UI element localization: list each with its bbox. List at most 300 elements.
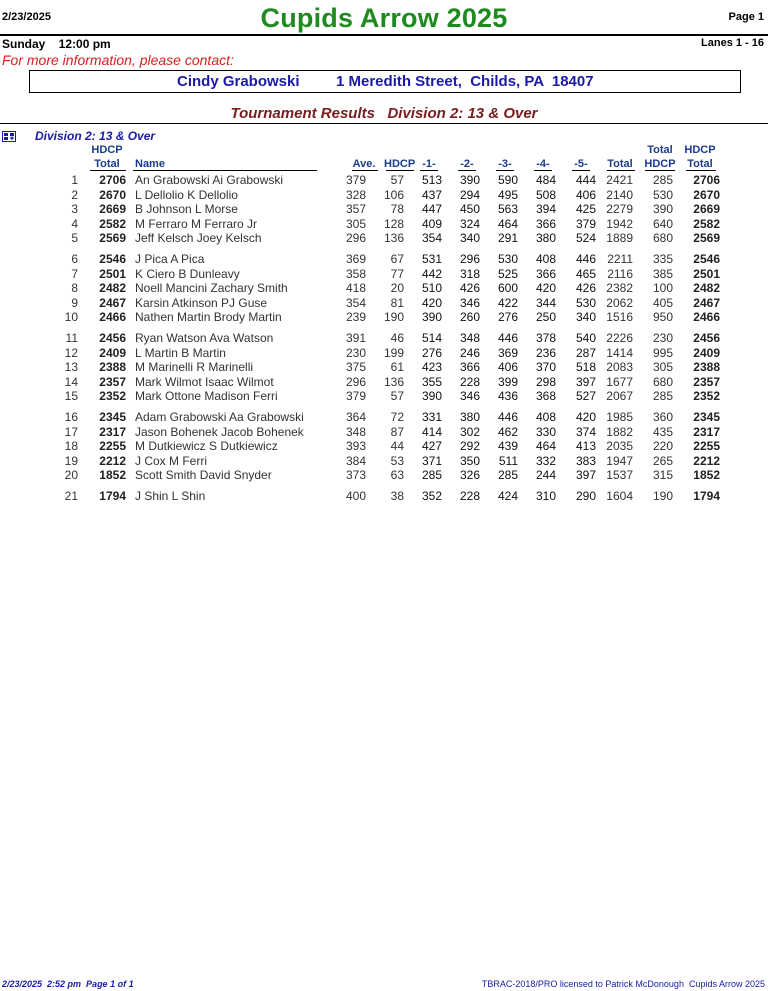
cell-game-1: 355 (421, 374, 442, 389)
table-row (0, 360, 768, 374)
cell-hdcp-total: 1852 (99, 468, 126, 483)
col-hdcp-total-top: HDCP (91, 144, 123, 156)
col-final-top: HDCP (684, 144, 716, 156)
cell-scratch-total: 2116 (607, 266, 633, 281)
cell-game-4: 368 (535, 389, 556, 404)
cell-handicap: 44 (390, 439, 404, 454)
underline-g4 (534, 170, 552, 171)
cell-final-total: 2352 (693, 389, 720, 404)
cell-average: 364 (345, 410, 366, 424)
cell-scratch-total: 1889 (606, 231, 633, 246)
cell-total-handicap: 305 (652, 360, 673, 375)
cell-bowler-name: Jeff Kelsch Joey Kelsch (135, 231, 262, 246)
cell-game-1: 531 (421, 252, 442, 266)
cell-game-4: 344 (535, 295, 556, 310)
cell-place: 17 (64, 424, 78, 439)
cell-place: 21 (64, 489, 78, 503)
cell-game-1: 390 (421, 310, 442, 325)
cell-average: 373 (345, 468, 366, 483)
cell-average: 369 (345, 252, 366, 266)
col-total-hdcp-top: Total (647, 144, 673, 156)
cell-handicap: 57 (390, 389, 404, 404)
cell-average: 391 (345, 331, 366, 345)
cell-average: 296 (345, 374, 366, 389)
table-row (0, 310, 768, 324)
cell-place: 10 (64, 310, 78, 325)
col-total: Total (607, 158, 633, 170)
cell-final-total: 2546 (693, 252, 720, 266)
cell-hdcp-total: 2212 (99, 453, 126, 468)
cell-final-total: 2569 (693, 231, 720, 246)
cell-hdcp-total: 2466 (99, 310, 126, 325)
cell-place: 8 (71, 281, 78, 296)
col-hdcp: HDCP (384, 158, 416, 170)
cell-handicap: 106 (383, 187, 404, 202)
cell-scratch-total: 2083 (606, 360, 633, 375)
cell-bowler-name: J Shin L Shin (135, 489, 206, 503)
cell-game-2: 292 (459, 439, 480, 454)
cell-place: 9 (71, 295, 78, 310)
cell-game-1: 447 (421, 202, 442, 217)
cell-game-3: 285 (497, 468, 518, 483)
table-row (0, 489, 768, 503)
cell-total-handicap: 680 (652, 374, 673, 389)
cell-handicap: 61 (390, 360, 404, 375)
cell-scratch-total: 1414 (606, 345, 633, 360)
cell-scratch-total: 1882 (606, 424, 633, 439)
lanes-label: Lanes 1 - 16 (701, 37, 764, 49)
cell-bowler-name: Jason Bohenek Jacob Bohenek (135, 424, 304, 439)
table-row (0, 296, 768, 310)
cell-game-2: 380 (459, 410, 480, 424)
cell-scratch-total: 1942 (606, 216, 633, 231)
cell-game-2: 390 (459, 173, 480, 187)
cell-total-handicap: 435 (652, 424, 673, 439)
cell-bowler-name: M Marinelli R Marinelli (135, 360, 254, 375)
cell-handicap: 77 (390, 266, 404, 281)
cell-hdcp-total: 2317 (99, 424, 126, 439)
cell-game-5: 446 (575, 252, 596, 266)
cell-game-4: 464 (535, 439, 556, 454)
cell-game-5: 397 (575, 374, 596, 389)
cell-hdcp-total: 2582 (99, 216, 126, 231)
cell-game-5: 374 (575, 424, 596, 439)
cell-hdcp-total: 2456 (99, 331, 126, 345)
cell-scratch-total: 2062 (606, 295, 633, 310)
underline-name (133, 170, 317, 171)
cell-handicap: 20 (390, 281, 404, 296)
cell-game-4: 250 (535, 310, 556, 325)
cell-scratch-total: 2035 (606, 439, 633, 454)
table-row (0, 217, 768, 231)
page-number: Page 1 (728, 11, 764, 23)
table-row (0, 202, 768, 216)
cell-final-total: 2212 (693, 453, 720, 468)
day-time-text: Sunday 12:00 pm (2, 37, 111, 51)
cell-hdcp-total: 1794 (99, 489, 126, 503)
cell-game-4: 370 (535, 360, 556, 375)
cell-average: 328 (345, 187, 366, 202)
cell-game-1: 427 (421, 439, 442, 454)
cell-game-1: 354 (421, 231, 442, 246)
cell-game-3: 291 (497, 231, 518, 246)
cell-game-3: 525 (497, 266, 518, 281)
cell-game-4: 244 (535, 468, 556, 483)
cell-hdcp-total: 2669 (99, 202, 126, 217)
col-game-2: -2- (460, 158, 474, 170)
underline-g3 (496, 170, 514, 171)
results-subtitle (0, 105, 768, 122)
cell-handicap: 63 (390, 468, 404, 483)
division-label: Division 2: 13 & Over (35, 129, 156, 143)
cell-hdcp-total: 2352 (99, 389, 126, 404)
cell-average: 354 (345, 295, 366, 310)
underline-total (607, 170, 635, 171)
cell-hdcp-total: 2569 (99, 231, 126, 246)
table-row (0, 454, 768, 468)
underline-ave (352, 170, 378, 171)
page-title: Cupids Arrow 2025 (260, 3, 508, 33)
col-game-1: -1- (422, 158, 436, 170)
report-date: 2/23/2025 (2, 11, 51, 23)
cell-bowler-name: J Pica A Pica (135, 252, 205, 266)
cell-total-handicap: 680 (652, 231, 673, 246)
cell-scratch-total: 2067 (606, 389, 633, 404)
cell-total-handicap: 265 (652, 453, 673, 468)
cell-game-3: 422 (497, 295, 518, 310)
cell-average: 239 (345, 310, 366, 325)
cell-total-handicap: 190 (652, 489, 673, 503)
cell-scratch-total: 2226 (606, 331, 633, 345)
cell-game-1: 437 (421, 187, 442, 202)
table-row (0, 267, 768, 281)
cell-handicap: 72 (390, 410, 404, 424)
cell-game-5: 383 (575, 453, 596, 468)
cell-game-3: 369 (497, 345, 518, 360)
cell-final-total: 2456 (693, 331, 720, 345)
cell-handicap: 57 (390, 173, 404, 187)
cell-average: 393 (345, 439, 366, 454)
col-final-bottom: Total (687, 158, 713, 170)
underline-g5 (572, 170, 590, 171)
cell-scratch-total: 1677 (606, 374, 633, 389)
cell-final-total: 2345 (693, 410, 720, 424)
cell-final-total: 2317 (693, 424, 720, 439)
cell-game-3: 462 (497, 424, 518, 439)
header-divider (0, 34, 768, 36)
cell-hdcp-total: 2501 (99, 266, 126, 281)
cell-bowler-name: M Dutkiewicz S Dutkiewicz (135, 439, 278, 454)
cell-total-handicap: 315 (652, 468, 673, 483)
col-hdcp-total-bottom: Total (94, 158, 120, 170)
cell-game-1: 420 (421, 295, 442, 310)
table-row (0, 346, 768, 360)
col-name: Name (135, 158, 165, 170)
table-row (0, 252, 768, 266)
cell-game-2: 348 (459, 331, 480, 345)
cell-game-1: 285 (421, 468, 442, 483)
table-row (0, 281, 768, 295)
cell-game-4: 508 (535, 187, 556, 202)
cell-place: 18 (64, 439, 78, 454)
cell-game-2: 340 (459, 231, 480, 246)
cell-average: 379 (345, 173, 366, 187)
cell-hdcp-total: 2706 (99, 173, 126, 187)
cell-final-total: 2467 (693, 295, 720, 310)
cell-final-total: 2357 (693, 374, 720, 389)
cell-game-1: 514 (421, 331, 442, 345)
cell-handicap: 128 (383, 216, 404, 231)
cell-handicap: 87 (390, 424, 404, 439)
contact-box (29, 70, 741, 93)
cell-scratch-total: 2211 (607, 252, 633, 266)
cell-game-4: 366 (535, 216, 556, 231)
cell-average: 384 (345, 453, 366, 468)
cell-total-handicap: 335 (652, 252, 673, 266)
cell-game-2: 326 (459, 468, 480, 483)
cell-average: 230 (345, 345, 366, 360)
col-game-5: -5- (574, 158, 588, 170)
cell-game-3: 600 (497, 281, 518, 296)
cell-final-total: 2388 (693, 360, 720, 375)
cell-bowler-name: Karsin Atkinson PJ Guse (135, 295, 268, 310)
table-row (0, 188, 768, 202)
cell-game-1: 513 (421, 173, 442, 187)
cell-scratch-total: 2140 (606, 187, 633, 202)
cell-game-4: 330 (535, 424, 556, 439)
cell-game-5: 527 (575, 389, 596, 404)
cell-place: 15 (64, 389, 78, 404)
cell-hdcp-total: 2388 (99, 360, 126, 375)
col-game-3: -3- (498, 158, 512, 170)
cell-scratch-total: 2421 (606, 173, 633, 187)
cell-game-3: 399 (497, 374, 518, 389)
cell-bowler-name: L Dellolio K Dellolio (135, 187, 238, 202)
cell-bowler-name: Mark Wilmot Isaac Wilmot (135, 374, 274, 389)
cell-total-handicap: 360 (652, 410, 673, 424)
cell-total-handicap: 390 (652, 202, 673, 217)
cell-total-handicap: 385 (652, 266, 673, 281)
cell-game-4: 366 (535, 266, 556, 281)
cell-game-2: 228 (459, 489, 480, 503)
table-row (0, 389, 768, 403)
cell-game-3: 446 (497, 410, 518, 424)
cell-game-2: 350 (459, 453, 480, 468)
cell-game-4: 298 (535, 374, 556, 389)
cell-place: 12 (64, 345, 78, 360)
cell-game-2: 260 (459, 310, 480, 325)
underline-hdcp (386, 170, 414, 171)
cell-game-2: 294 (459, 187, 480, 202)
footer-license (482, 979, 765, 989)
cell-bowler-name: K Ciero B Dunleavy (135, 266, 240, 281)
cell-game-3: 436 (497, 389, 518, 404)
cell-game-5: 530 (575, 295, 596, 310)
cell-place: 5 (71, 231, 78, 246)
table-row (0, 439, 768, 453)
table-row (0, 331, 768, 345)
cell-scratch-total: 1537 (606, 468, 633, 483)
cell-game-1: 276 (421, 345, 442, 360)
cell-hdcp-total: 2409 (99, 345, 126, 360)
cell-total-handicap: 405 (652, 295, 673, 310)
cell-game-2: 246 (459, 345, 480, 360)
cell-game-3: 563 (497, 202, 518, 217)
cell-total-handicap: 285 (652, 389, 673, 404)
cell-game-5: 425 (575, 202, 596, 217)
cell-game-5: 540 (575, 331, 596, 345)
cell-game-2: 426 (459, 281, 480, 296)
cell-average: 418 (345, 281, 366, 296)
cell-place: 14 (64, 374, 78, 389)
cell-game-4: 310 (535, 489, 556, 503)
cell-game-5: 413 (575, 439, 596, 454)
cell-scratch-total: 1604 (606, 489, 633, 503)
cell-game-2: 324 (459, 216, 480, 231)
cell-hdcp-total: 2467 (99, 295, 126, 310)
contact-address: 1 Meredith Street, Childs, PA 18407 (336, 73, 594, 90)
cell-game-3: 446 (497, 331, 518, 345)
cell-game-3: 439 (497, 439, 518, 454)
cell-game-3: 495 (497, 187, 518, 202)
cell-game-3: 424 (497, 489, 518, 503)
cell-game-1: 414 (421, 424, 442, 439)
cell-place: 3 (71, 202, 78, 217)
cell-final-total: 2501 (693, 266, 720, 281)
table-row (0, 425, 768, 439)
cell-total-handicap: 995 (652, 345, 673, 360)
cell-place: 13 (64, 360, 78, 375)
cell-game-2: 302 (459, 424, 480, 439)
cell-game-3: 511 (498, 453, 518, 468)
cell-final-total: 2482 (693, 281, 720, 296)
cell-game-2: 318 (459, 266, 480, 281)
cell-game-1: 352 (421, 489, 442, 503)
cell-average: 379 (345, 389, 366, 404)
cell-game-4: 420 (535, 281, 556, 296)
cell-bowler-name: Adam Grabowski Aa Grabowski (135, 410, 304, 424)
cell-handicap: 78 (390, 202, 404, 217)
cell-place: 6 (71, 252, 78, 266)
cell-game-3: 464 (497, 216, 518, 231)
cell-average: 375 (345, 360, 366, 375)
cell-bowler-name: Scott Smith David Snyder (135, 468, 272, 483)
cell-place: 20 (64, 468, 78, 483)
cell-handicap: 136 (383, 231, 404, 246)
cell-scratch-total: 1947 (606, 453, 633, 468)
cell-final-total: 2255 (693, 439, 720, 454)
cell-hdcp-total: 2670 (99, 187, 126, 202)
cell-final-total: 1852 (693, 468, 720, 483)
cell-bowler-name: Nathen Martin Brody Martin (135, 310, 282, 325)
cell-average: 348 (345, 424, 366, 439)
subtitle-divider (0, 123, 768, 124)
cell-handicap: 136 (383, 374, 404, 389)
cell-handicap: 46 (390, 331, 404, 345)
expand-division-icon[interactable] (2, 129, 16, 140)
table-row (0, 468, 768, 482)
cell-scratch-total: 2279 (606, 202, 633, 217)
cell-game-2: 346 (459, 295, 480, 310)
cell-final-total: 2409 (693, 345, 720, 360)
footer-timestamp (2, 979, 134, 989)
cell-final-total: 2582 (693, 216, 720, 231)
cell-game-2: 450 (459, 202, 480, 217)
cell-game-3: 530 (497, 252, 518, 266)
cell-game-4: 332 (535, 453, 556, 468)
cell-game-1: 409 (421, 216, 442, 231)
cell-average: 358 (345, 266, 366, 281)
cell-average: 296 (345, 231, 366, 246)
cell-game-4: 380 (535, 231, 556, 246)
cell-total-handicap: 100 (652, 281, 673, 296)
cell-final-total: 1794 (693, 489, 720, 503)
cell-bowler-name: Ryan Watson Ava Watson (135, 331, 274, 345)
cell-total-handicap: 230 (652, 331, 673, 345)
cell-game-2: 296 (459, 252, 480, 266)
table-row (0, 231, 768, 245)
cell-game-4: 408 (535, 252, 556, 266)
cell-game-5: 379 (575, 216, 596, 231)
cell-game-5: 397 (575, 468, 596, 483)
contact-name: Cindy Grabowski (177, 73, 300, 90)
cell-game-4: 408 (535, 410, 556, 424)
cell-total-handicap: 530 (652, 187, 673, 202)
cell-place: 2 (71, 187, 78, 202)
cell-game-1: 331 (421, 410, 442, 424)
cell-hdcp-total: 2345 (99, 410, 126, 424)
cell-total-handicap: 640 (652, 216, 673, 231)
cell-game-1: 510 (421, 281, 442, 296)
underline-final (686, 170, 716, 171)
cell-average: 305 (345, 216, 366, 231)
cell-average: 400 (345, 489, 366, 503)
results-subtitle-text: Tournament Results Division 2: 13 & Over (230, 105, 538, 122)
cell-average: 357 (345, 202, 366, 217)
contact-prompt: For more information, please contact: (2, 52, 234, 68)
cell-bowler-name: M Ferraro M Ferraro Jr (135, 216, 258, 231)
cell-hdcp-total: 2546 (99, 252, 126, 266)
cell-scratch-total: 1985 (606, 410, 633, 424)
cell-handicap: 190 (383, 310, 404, 325)
cell-game-1: 371 (421, 453, 442, 468)
table-row (0, 173, 768, 187)
cell-game-1: 442 (421, 266, 442, 281)
cell-game-3: 406 (497, 360, 518, 375)
cell-bowler-name: L Martin B Martin (135, 345, 226, 360)
cell-game-4: 236 (535, 345, 556, 360)
cell-place: 16 (64, 410, 78, 424)
cell-hdcp-total: 2482 (99, 281, 126, 296)
underline-hdcp-total (90, 170, 126, 171)
cell-game-5: 340 (575, 310, 596, 325)
cell-game-5: 420 (575, 410, 596, 424)
cell-final-total: 2670 (693, 187, 720, 202)
cell-game-4: 394 (535, 202, 556, 217)
cell-game-5: 465 (575, 266, 596, 281)
cell-place: 19 (64, 453, 78, 468)
underline-g2 (458, 170, 476, 171)
cell-bowler-name: J Cox M Ferri (135, 453, 207, 468)
cell-game-3: 590 (497, 173, 518, 187)
table-row (0, 410, 768, 424)
cell-game-4: 484 (535, 173, 556, 187)
cell-handicap: 81 (390, 295, 404, 310)
cell-hdcp-total: 2255 (99, 439, 126, 454)
cell-final-total: 2466 (693, 310, 720, 325)
cell-game-5: 406 (575, 187, 596, 202)
cell-bowler-name: B Johnson L Morse (135, 202, 238, 217)
